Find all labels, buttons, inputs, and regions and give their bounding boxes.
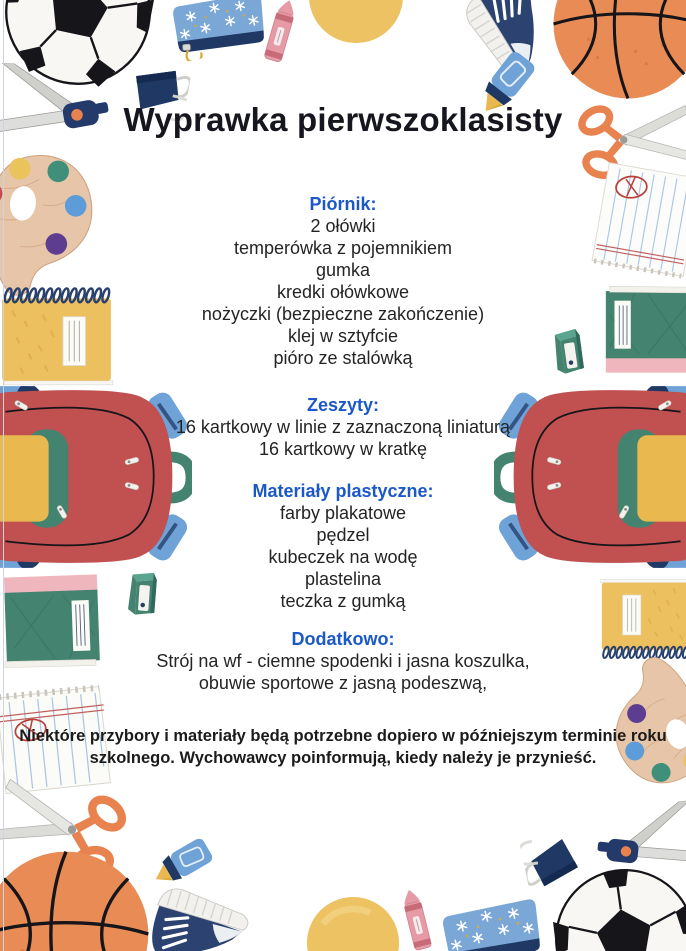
list-item: 2 ołówki bbox=[310, 216, 376, 236]
list-item: plastelina bbox=[304, 569, 382, 589]
section-materialy-plastyczne bbox=[0, 480, 686, 612]
section-zeszyty bbox=[0, 394, 686, 460]
list-item: gumka bbox=[315, 260, 371, 280]
list-item: 16 kartkowy w kratkę bbox=[258, 439, 428, 459]
list-item: pióro ze stalówką bbox=[273, 348, 413, 368]
list-item: obuwie sportowe z jasną podeszwą, bbox=[198, 673, 488, 693]
basketball-illustration bbox=[0, 850, 150, 951]
list-item: kredki ołówkowe bbox=[276, 282, 410, 302]
pencil-case-illustration bbox=[432, 882, 555, 951]
list-item: temperówka z pojemnikiem bbox=[233, 238, 453, 258]
page-edge-line bbox=[3, 0, 4, 951]
list-item: nożyczki (bezpieczne zakończenie) bbox=[201, 304, 485, 324]
section-heading: Zeszyty: bbox=[306, 395, 380, 415]
page-title: Wyprawka pierwszoklasisty bbox=[123, 101, 563, 138]
list-item: farby plakatowe bbox=[279, 503, 407, 523]
supply-list bbox=[0, 193, 686, 769]
section-heading: Dodatkowo: bbox=[291, 629, 395, 649]
section-heading: Materiały plastyczne: bbox=[252, 481, 434, 501]
section-dodatkowo bbox=[0, 628, 686, 694]
list-item: 16 kartkowy w linie z zaznaczoną liniaturą bbox=[175, 417, 511, 437]
footer-note: Niektóre przybory i materiały będą potrzebne dopiero w późniejszym terminie roku szkolnego. Wychowawcy poinformują, kiedy należy je przynieść. bbox=[19, 727, 667, 767]
section-piornik bbox=[0, 193, 686, 369]
list-item: Strój na wf - ciemne spodenki i jasna koszulka, bbox=[156, 651, 530, 671]
yellow-ball-illustration bbox=[306, 896, 400, 951]
sneaker-illustration bbox=[133, 870, 258, 951]
list-item: pędzel bbox=[316, 525, 370, 545]
list-item: kubeczek na wodę bbox=[268, 547, 418, 567]
basketball-illustration bbox=[552, 0, 686, 100]
section-heading: Piórnik: bbox=[309, 194, 377, 214]
list-item: klej w sztyfcie bbox=[287, 326, 399, 346]
yellow-ball-illustration bbox=[308, 0, 404, 44]
list-item: teczka z gumką bbox=[280, 591, 406, 611]
